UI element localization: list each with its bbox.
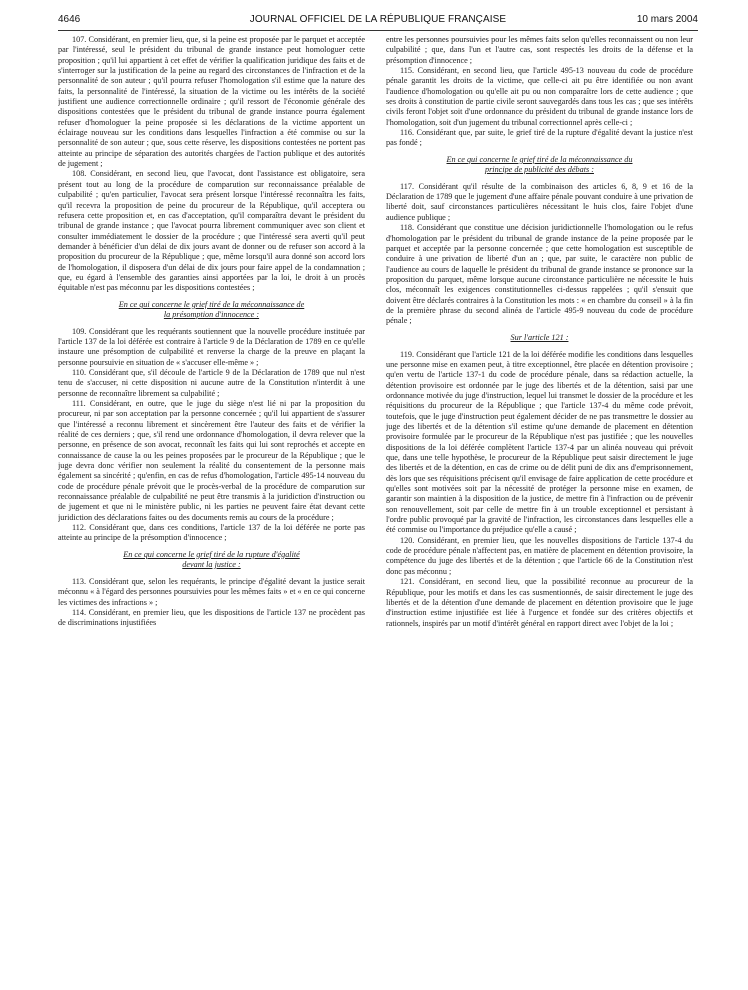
paragraph: 115. Considérant, en second lieu, que l'article 495-13 nouveau du code de procédure pénale garantit les droits de la victime, que celle-ci ait pu être identifiée ou non avant l'audience d'homologation ou qu'elle ait pu ou non comparaître lors de cette audience ; que ses droits à constitution de partie civile seront sauvegardés dans tous les cas ; que ses intérêts civils feront l'objet soit d'une ordonnance du président du tribunal de grande instance lors de l'homologation, soit d'un jugement du tribunal correctionnel après celle-ci ;	[386, 66, 693, 127]
paragraph: 109. Considérant que les requérants soutiennent que la nouvelle procédure instituée par l'article 137 de la loi déférée est contraire à l'article 9 de la Déclaration de 1789 en ce qu'elle instaure une présomption de culpabilité et renverse la charge de la preuve en plaçant la personne poursuivie en situation de « s'accuser elle-même » ;	[58, 326, 365, 367]
paragraph: entre les personnes poursuivies pour les mêmes faits selon qu'elles reconnaissent ou non leur culpabilité ; que, dans l'un et l'autre cas, sont respectés les droits de la défense et la présomption d'innocence ;	[386, 35, 693, 65]
paragraph: 108. Considérant, en second lieu, que l'avocat, dont l'assistance est obligatoire, sera présent tout au long de la procédure de comparution sur reconnaissance préalable de culpabilité ; qu'en particulier, l'avocat sera présent lorsque l'intéressé reconnaîtra les faits, qu'il recevra la proposition de peine du procureur de la République, qu'il acceptera ou refusera cette proposition et, en cas d'acceptation, qu'il comparaîtra devant le président du tribunal de grande instance ; que l'avocat pourra librement communiquer avec son client et consulter immédiatement le dossier de la procédure ; que l'intéressé sera averti qu'il peut demander à bénéficier d'un délai de dix jours avant de donner ou de refuser son accord à la proposition du procureur de la République ; que, même lorsqu'il aura donné son accord lors de l'homologation, il disposera d'un délai de dix jours pour faire appel de la condamnation ; que, eu égard à l'ensemble des garanties ainsi apportées par la loi, le droit à un procès équitable n'est pas méconnu par les dispositions contestées ;	[58, 169, 365, 293]
page-number: 4646	[58, 14, 81, 25]
section-heading-line: devant la justice :	[182, 559, 241, 569]
journal-title: JOURNAL OFFICIEL DE LA RÉPUBLIQUE FRANÇAISE	[249, 14, 507, 25]
section-heading-line: En ce qui concerne le grief tiré de la méconnaissance de	[118, 299, 305, 309]
section-heading-line: Sur l'article 121 :	[510, 332, 569, 342]
paragraph: 112. Considérant que, dans ces conditions, l'article 137 de la loi déférée ne porte pas atteinte au principe de la présomption d'innocence ;	[58, 523, 365, 543]
paragraph: 110. Considérant que, s'il découle de l'article 9 de la Déclaration de 1789 que nul n'est tenu de s'accuser, ni cette disposition ni aucune autre de la Constitution n'interdit à une personne de reconnaître librement sa culpabilité ;	[58, 367, 365, 398]
section-heading	[58, 300, 365, 320]
right-column	[386, 35, 693, 985]
section-heading-line: principe de publicité des débats :	[485, 164, 594, 174]
page-header	[58, 14, 698, 30]
section-heading-line: En ce qui concerne le grief tiré de la rupture d'égalité	[123, 549, 300, 559]
section-heading	[58, 550, 365, 570]
paragraph: 107. Considérant, en premier lieu, que, si la peine est proposée par le parquet et acceptée par l'intéressé, seul le président du tribunal de grande instance peut homologuer cette proposition ; qu'il lui appartient à cet effet de vérifier la qualification juridique des faits et de s'interroger sur la justification de la peine au regard des circonstances de l'infraction et de la personnalité de son auteur ; qu'il pourra refuser l'homologation s'il estime que la nature des faits, la personnalité de l'intéressé, la situation de la victime ou les intérêts de la société justifient une audience correctionnelle ordinaire ; qu'il ressort de l'économie générale des dispositions contestées que le président du tribunal de grande instance pourra également refuser d'homologuer la peine proposée si les déclarations de la victime apportent un éclairage nouveau sur les conditions dans lesquelles l'infraction a été commise ou sur la personnalité de son auteur ; que, sous cette réserve, les dispositions contestées ne portent pas atteinte au principe de séparation des autorités chargées de l'action publique et des autorités de jugement ;	[58, 35, 365, 169]
section-heading-line: la présomption d'innocence :	[163, 309, 260, 319]
paragraph: 121. Considérant, en second lieu, que la possibilité reconnue au procureur de la République, pour les motifs et dans les cas susmentionnés, de saisir directement le juge des libertés et de la détention d'une demande de placement en détention provisoire que le juge d'instruction estime injustifiée est liée à l'urgence et fondée sur des critères objectifs et rationnels, inspirés par un motif d'intérêt général en rapport direct avec l'objet de la loi ;	[386, 577, 693, 628]
paragraph: 120. Considérant, en premier lieu, que les nouvelles dispositions de l'article 137-4 du code de procédure pénale n'affectent pas, en matière de placement en détention provisoire, la compétence du juge des libertés et de la détention ; que l'article 66 de la Constitution n'est donc pas méconnu ;	[386, 535, 693, 576]
header-rule	[58, 30, 698, 31]
left-column	[58, 35, 365, 985]
paragraph: 118. Considérant que constitue une décision juridictionnelle l'homologation ou le refus d'homologation par le président du tribunal de grande instance de la peine proposée par le parquet et acceptée par la personne concernée ; que cette homologation est susceptible de conduire à une privation de liberté d'un an ; que, par suite, le caractère non public de l'audience au cours de laquelle le président du tribunal de grande instance se prononce sur la proposition du parquet, même lorsque aucune circonstance particulière ne nécessite le huis clos, méconnaît les exigences constitutionnelles ci-dessus rappelées ; qu'il s'ensuit que doivent être déclarés contraires à la Constitution les mots : « en chambre du conseil » à la fin de la première phrase du second alinéa de l'article 495-9 nouveau du code de procédure pénale ;	[386, 223, 693, 326]
section-heading	[386, 333, 693, 343]
publication-date: 10 mars 2004	[636, 14, 698, 25]
paragraph: 113. Considérant que, selon les requérants, le principe d'égalité devant la justice serait méconnu « à l'égard des personnes poursuivies pour les mêmes faits » et « en ce qui concerne les victimes des infractions » ;	[58, 576, 365, 607]
section-heading	[386, 155, 693, 175]
paragraph: 116. Considérant que, par suite, le grief tiré de la rupture d'égalité devant la justice n'est pas fondé ;	[386, 128, 693, 148]
paragraph: 119. Considérant que l'article 121 de la loi déférée modifie les conditions dans lesquelles une personne mise en examen peut, à titre exceptionnel, être placée en détention provisoire ; qu'en vertu de l'article 137-1 du code de procédure pénale, dans sa rédaction actuelle, la détention provisoire est ordonnée par le juge des libertés et de la détention, saisi par une ordonnance motivée du juge d'instruction, lequel lui transmet le dossier de la procédure et les réquisitions du procureur de la République ; que l'article 137-4 du même code prévoit, toutefois, que le juge d'instruction peut également décider de ne pas transmettre le dossier au juge des libertés et de la détention s'il estime qu'une demande de placement en détention provisoire formulée par le procureur de la République n'est pas justifiée ; que les nouvelles dispositions de la loi déférée complètent l'article 137-4 par un alinéa nouveau qui prévoit que, dans une telle hypothèse, le procureur de la République peut saisir directement le juge des libertés et de la détention, en cas de crime ou de délit puni de dix ans d'emprisonnement, dès lors que ses réquisitions précisent qu'il envisage de faire application de cette procédure et qu'elles sont motivées soit par la nécessité de protéger la personne mise en examen, de garantir son maintien à la disposition de la justice, de mettre fin à l'infraction ou de prévenir son renouvellement, soit par celle de mettre fin à un trouble exceptionnel et persistant à l'ordre public provoqué par la gravité de l'infraction, les circonstances dans lesquelles elle a été commise ou l'importance du préjudice qu'elle a causé ;	[386, 349, 693, 535]
section-heading-line: En ce qui concerne le grief tiré de la méconnaissance du	[446, 154, 633, 164]
paragraph: 117. Considérant qu'il résulte de la combinaison des articles 6, 8, 9 et 16 de la Déclaration de 1789 que le jugement d'une affaire pénale pouvant conduire à une privation de liberté doit, sauf circonstances particulières nécessitant le huis clos, faire l'objet d'une audience publique ;	[386, 181, 693, 222]
paragraph: 114. Considérant, en premier lieu, que les dispositions de l'article 137 ne procèdent pas de discriminations injustifiées	[58, 607, 365, 628]
paragraph: 111. Considérant, en outre, que le juge du siège n'est lié ni par la proposition du procureur, ni par son acceptation par la personne concernée ; qu'il lui appartient de s'assurer que l'intéressé a reconnu librement et sincèrement être l'auteur des faits et de vérifier la réalité de ces derniers ; que, s'il rend une ordonnance d'homologation, il devra relever que la personne, en présence de son avocat, reconnaît les faits qui lui sont reprochés et accepte en connaissance de cause la ou les peines proposées par le procureur de la République ; que le juge devra donc vérifier non seulement la réalité du consentement de la personne mais également sa sincérité ; qu'enfin, en cas de refus d'homologation, l'article 495-14 nouveau du code de procédure pénale prévoit que le procès-verbal de la procédure de comparution sur reconnaissance préalable de culpabilité ne peut être transmis à la juridiction d'instruction ou de jugement et que ni le ministère public, ni les parties ne peuvent faire état devant cette juridiction des déclarations faites ou des documents remis au cours de la procédure ;	[58, 399, 365, 522]
